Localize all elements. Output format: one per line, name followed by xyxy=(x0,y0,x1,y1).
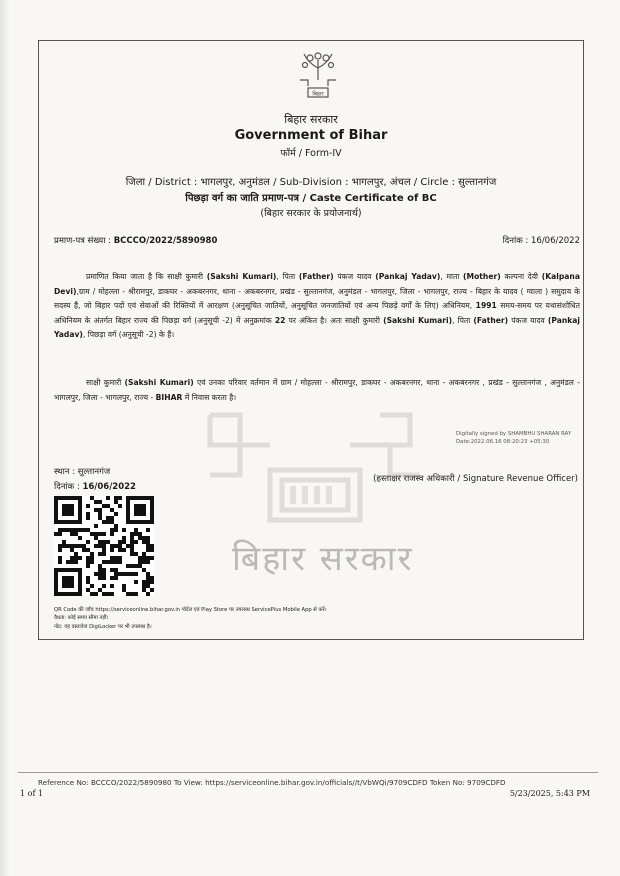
circle-label: अंचल / Circle : xyxy=(389,177,459,188)
digital-signature-signer: Digitally signed by SHAMBHU SHARAN RAY xyxy=(456,431,572,437)
text-run: एवं उनका परिवार वर्तमान में ग्राम / मोहल्ला - श्रीरामपुर, डाकघर - अकबरनगर, थाना - अकबरनगर , प्रखंड - सुल्तानगंज , अनुमंडल - भागलपुर, जिला - भागलपुर, राज्य - xyxy=(54,378,580,402)
form-number: फॉर्म / Form-IV xyxy=(280,148,342,159)
circle-value: सुल्तानगंज xyxy=(458,177,497,188)
district-label: जिला / District : xyxy=(125,177,201,188)
text-run: समय-समय पर यथासंशोधित अधिनियम के अंतर्गत बिहार राज्य की पिछड़ा वर्ग (अनुसूची -2) में अनुक्रमांक xyxy=(54,301,581,325)
digital-signature-date: Date:2022.06.16 08:20:23 +05:30 xyxy=(456,439,550,445)
residence-paragraph xyxy=(54,376,580,405)
father-label: (Father) xyxy=(298,272,334,281)
act-year: 1991 xyxy=(475,301,497,311)
certificate-date-label: दिनांक : xyxy=(502,236,531,246)
certification-paragraph xyxy=(54,270,580,343)
text-run: , पिता xyxy=(276,272,299,281)
state-name-english: Government of Bihar xyxy=(234,128,388,143)
father-label: (Father) xyxy=(473,315,509,325)
place-label: स्थान : xyxy=(54,467,78,477)
print-footer-rule xyxy=(18,772,598,773)
text-run: साक्षी कुमारी xyxy=(86,378,125,387)
serial-number: 22 xyxy=(274,315,286,325)
subdivision-value: भागलपुर, xyxy=(351,177,390,188)
digilocker-note: नोट: यह दस्तावेज DigiLocker पर भी उपलब्ध है। xyxy=(54,624,152,630)
state-caps: BIHAR xyxy=(155,392,183,402)
text-run: , पिता xyxy=(452,315,474,325)
text-run: में निवास करता है। xyxy=(182,392,237,402)
text-run: कल्पना देवी xyxy=(500,272,542,281)
signature-officer: (हस्ताक्षर राजस्व अधिकारी / Signature Revenue Officer) xyxy=(373,474,578,484)
print-datetime: 5/23/2025, 5:43 PM xyxy=(509,789,590,798)
state-name-hindi: बिहार सरकार xyxy=(284,113,338,126)
issue-date-value: 16/06/2022 xyxy=(82,482,136,492)
scan-edge xyxy=(0,0,10,876)
text-run: , माता xyxy=(440,272,464,281)
watermark-text: बिहार सरकार xyxy=(232,539,414,579)
certificate-number xyxy=(54,235,217,246)
certificate-date-value: 16/06/2022 xyxy=(531,236,580,246)
issue-date-line xyxy=(54,481,136,492)
subdivision-label: अनुमंडल / Sub-Division : xyxy=(238,177,352,188)
text-run: पंकज यादव xyxy=(508,315,548,325)
text-run: पर अंकित है। अतः साक्षी कुमारी xyxy=(285,315,384,325)
place-line xyxy=(54,466,110,477)
mother-name-en: (Kalpana Devi) xyxy=(54,272,580,296)
text-run: प्रमाणित किया जाता है कि साक्षी कुमारी xyxy=(86,272,207,281)
page-number: 1 of 1 xyxy=(20,789,44,798)
reference-line: Reference No: BCCCO/2022/5890980 To View: https://serviceonline.bihar.gov.in/officials//t/VbWQi/9709CDFD Token No: 9709CDFD xyxy=(38,778,506,787)
text-run: , पिछड़ा वर्ग (अनुसूची -2) के हैं। xyxy=(82,330,175,340)
certificate-date xyxy=(503,235,580,246)
location-line xyxy=(38,174,584,188)
person-name-en: (Sakshi Kumari) xyxy=(383,315,453,325)
issue-date-label: दिनांक : xyxy=(54,482,83,492)
emblem-label: बिहार xyxy=(312,91,324,98)
certificate-number-label: प्रमाण-पत्र संख्या : xyxy=(54,236,114,246)
certificate-number-value: BCCCO/2022/5890980 xyxy=(113,236,218,246)
mother-label: (Mother) xyxy=(463,272,501,281)
district-value: भागलपुर, xyxy=(200,177,239,188)
text-run: पंकज यादव xyxy=(333,272,376,281)
text-run: ,ग्राम / मोहल्ला - श्रीरामपुर, डाकघर - अकबरनगर, थाना - अकबरनगर, प्रखंड - सुल्तानगंज, अनुमंडल - भागलपुर, जिला - भागलपुर, राज्य - बिहार के यादव ( ग्वाला ) समुदाय के सदस्य हैं, जो बिहार पदों एवं सेवाओं की रिक्तियों में आरक्षण (अनुसूचित जातियों, अनुसूचित जनजातियों एवं अन्य पिछड़े वर्गों के लिए) अधिनियम, xyxy=(54,286,580,311)
person-name-en: (Sakshi Kumari) xyxy=(206,272,277,281)
person-name-en: (Sakshi Kumari) xyxy=(124,378,194,387)
qr-code[interactable] xyxy=(54,496,154,596)
validity-note: वैधता: कोई समय सीमा नहीं। xyxy=(54,615,109,621)
place-value: सुल्तानगंज xyxy=(77,467,111,477)
father-name-en: (Pankaj Yadav) xyxy=(54,315,581,340)
digital-signature xyxy=(456,430,571,446)
bihar-emblem-icon xyxy=(296,50,340,100)
certificate-title: पिछड़ा वर्ग का जाति प्रमाण-पत्र / Caste Certificate of BC xyxy=(185,193,437,204)
certificate-purpose: (बिहार सरकार के प्रयोजनार्थ) xyxy=(260,208,362,219)
father-name-en: (Pankaj Yadav) xyxy=(375,272,441,281)
qr-note: QR Code की जाँच https://serviceonline.bihar.gov.in पोर्टल एवं Play Store पर उपलब्ध ServicePlus Mobile App से करें। xyxy=(54,607,327,613)
